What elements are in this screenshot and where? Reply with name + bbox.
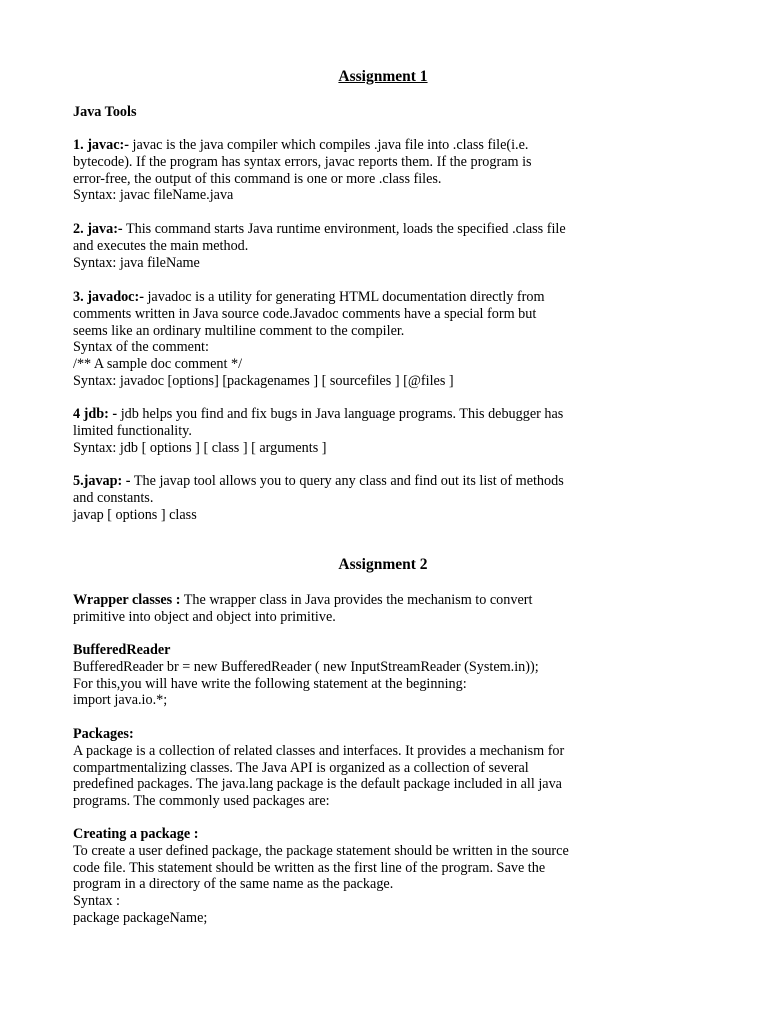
assignment-2-title: Assignment 2 (338, 556, 428, 573)
item-line: Syntax: jdb [ options ] [ class ] [ arguments ] (73, 439, 327, 456)
item-line: seems like an ordinary multiline comment to the compiler. (73, 322, 405, 339)
packages-line: compartmentalizing classes. The Java API is organized as a collection of several (73, 759, 529, 776)
packages-section (73, 726, 564, 810)
javap-paragraph (73, 473, 564, 523)
item-text: jdb helps you find and fix bugs in Java language programs. This debugger has (117, 406, 564, 422)
wrapper-line: primitive into object and object into primitive. (73, 608, 336, 625)
item-line: javap [ options ] class (73, 506, 197, 523)
item-line: and constants. (73, 489, 154, 506)
item-line: bytecode). If the program has syntax errors, javac reports them. If the program is (73, 153, 532, 170)
item-text: javac is the java compiler which compiles .java file into .class file(i.e. (128, 137, 529, 153)
wrapper-classes-paragraph (73, 592, 532, 626)
item-label: 3. javadoc:- (73, 289, 144, 305)
packages-line: A package is a collection of related classes and interfaces. It provides a mechanism for (73, 742, 565, 759)
creating-line: Syntax : (73, 893, 120, 910)
packages-heading: Packages: (73, 726, 134, 742)
java-paragraph (73, 221, 566, 271)
item-label: 4 jdb: - (73, 406, 118, 422)
creating-line: program in a directory of the same name as the package. (73, 876, 394, 893)
item-line: Syntax: java fileName (73, 254, 200, 271)
wrapper-text: The wrapper class in Java provides the mechanism to convert (180, 592, 533, 608)
buffered-line: For this,you will have write the following statement at the beginning: (73, 675, 467, 692)
item-line: /** A sample doc comment */ (73, 356, 243, 373)
item-text: javadoc is a utility for generating HTML documentation directly from (143, 289, 545, 305)
javac-paragraph (73, 137, 532, 204)
item-text: The javap tool allows you to query any class and find out its list of methods (130, 473, 564, 489)
creating-package-section (73, 826, 569, 927)
item-text: This command starts Java runtime environment, loads the specified .class file (122, 221, 566, 237)
item-line: Syntax of the comment: (73, 339, 209, 356)
creating-line: code file. This statement should be written as the first line of the program. Save the (73, 859, 546, 876)
java-tools-heading (73, 104, 136, 121)
item-line: limited functionality. (73, 422, 192, 439)
jdb-paragraph (73, 406, 563, 456)
packages-line: programs. The commonly used packages are: (73, 793, 330, 810)
item-label: 1. javac:- (73, 137, 129, 153)
buffered-line: BufferedReader br = new BufferedReader ( new InputStreamReader (System.in)); (73, 658, 539, 675)
wrapper-label: Wrapper classes : (73, 592, 181, 608)
creating-heading: Creating a package : (73, 826, 199, 842)
javadoc-paragraph (73, 289, 545, 390)
buffered-reader-section (73, 642, 539, 709)
item-line: error-free, the output of this command is one or more .class files. (73, 170, 442, 187)
packages-line: predefined packages. The java.lang package is the default package included in all java (73, 776, 562, 793)
buffered-heading: BufferedReader (73, 642, 171, 658)
item-line: and executes the main method. (73, 237, 249, 254)
assignment-1-title: Assignment 1 (338, 68, 428, 85)
buffered-line: import java.io.*; (73, 692, 168, 709)
item-line: comments written in Java source code.Javadoc comments have a special form but (73, 305, 537, 322)
item-line: Syntax: javac fileName.java (73, 187, 234, 204)
item-label: 2. java:- (73, 221, 123, 237)
creating-line: To create a user defined package, the package statement should be written in the source (73, 842, 569, 859)
section-heading: Java Tools (73, 104, 137, 120)
item-line: Syntax: javadoc [options] [packagenames ] [ sourcefiles ] [@files ] (73, 372, 454, 389)
item-label: 5.javap: - (73, 473, 131, 489)
creating-line: package packageName; (73, 909, 208, 926)
